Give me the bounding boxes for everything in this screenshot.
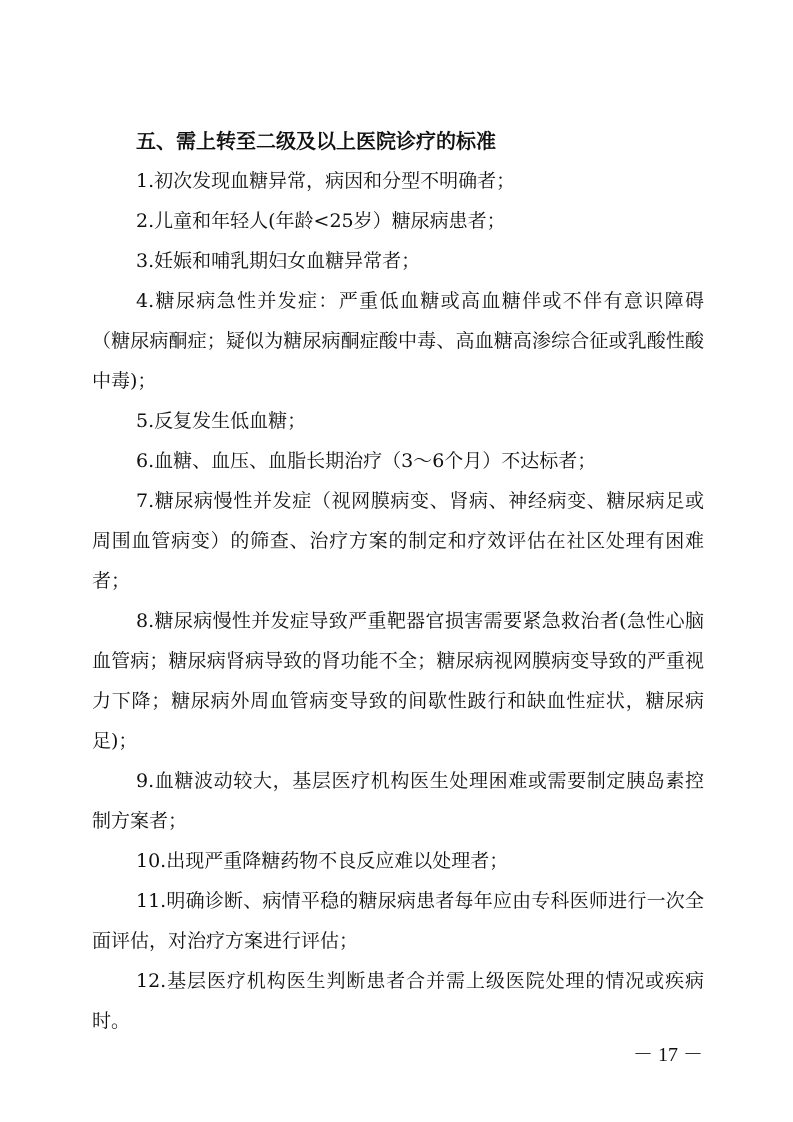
- page-number: － 17 －: [633, 1044, 703, 1066]
- paragraph-1: 1.初次发现血糖异常，病因和分型不明确者；: [136, 170, 516, 192]
- paragraph-7: 7.糖尿病慢性并发症（视网膜病变、肾病、神经病变、糖尿病足或周围血管病变）的筛查、治疗方案的制定和疗效评估在社区处理有困难者；: [92, 490, 704, 592]
- document-body: [92, 121, 704, 1041]
- paragraph-6: 6.血糖、血压、血脂长期治疗（3～6个月）不达标者；: [136, 450, 597, 472]
- paragraph-11: 11.明确诊断、病情平稳的糖尿病患者每年应由专科医师进行一次全面评估，对治疗方案进行评估；: [92, 890, 704, 952]
- paragraph-10: 10.出现严重降糖药物不良反应难以处理者；: [136, 850, 509, 872]
- paragraph-12: 12.基层医疗机构医生判断患者合并需上级医院处理的情况或疾病时。: [92, 970, 704, 1032]
- paragraph-2: 2.儿童和年轻人(年龄<25岁）糖尿病患者；: [136, 210, 506, 232]
- paragraph-3: 3.妊娠和哺乳期妇女血糖异常者；: [136, 250, 421, 272]
- paragraph-4: 4.糖尿病急性并发症：严重低血糖或高血糖伴或不伴有意识障碍（糖尿病酮症；疑似为糖尿病酮症酸中毒、高血糖高渗综合征或乳酸性酸中毒)；: [92, 290, 704, 392]
- paragraph-9: 9.血糖波动较大，基层医疗机构医生处理困难或需要制定胰岛素控制方案者；: [92, 770, 704, 832]
- paragraph-8: 8.糖尿病慢性并发症导致严重靶器官损害需要紧急救治者(急性心脑血管病；糖尿病肾病导致的肾功能不全；糖尿病视网膜病变导致的严重视力下降；糖尿病外周血管病变导致的间歇性跛行和缺血性症状，糖尿病足)；: [92, 610, 704, 752]
- paragraph-5: 5.反复发生低血糖；: [136, 410, 307, 432]
- section-heading: 五、需上转至二级及以上医院诊疗的标准: [136, 129, 496, 153]
